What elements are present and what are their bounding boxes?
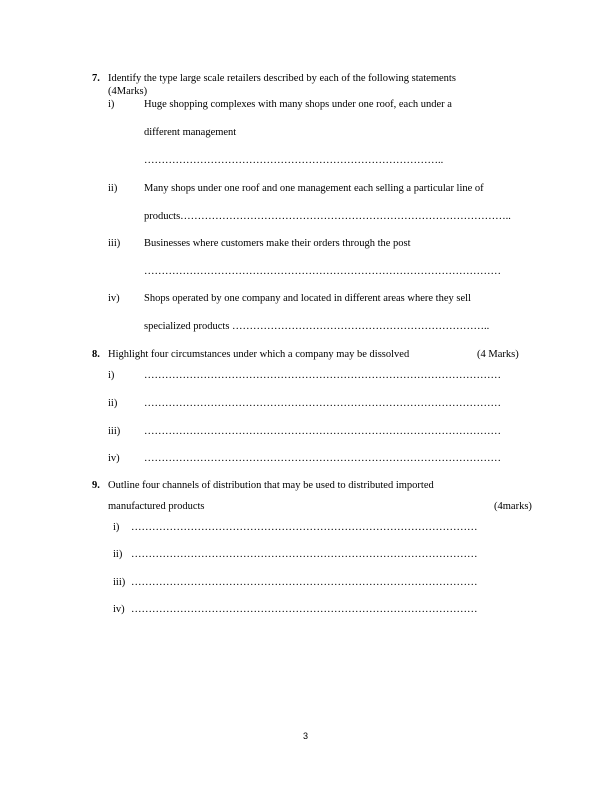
question-number: 7. — [92, 73, 100, 84]
item-label: iii) — [108, 238, 121, 249]
item-label: iv) — [113, 604, 125, 615]
item-label: iv) — [108, 453, 120, 464]
answer-line[interactable]: ……………………………………………………………………………………… — [131, 577, 478, 588]
item-label: iv) — [108, 293, 120, 304]
item-label: iii) — [108, 426, 121, 437]
item-label: i) — [108, 370, 115, 381]
item-text: different management — [144, 127, 237, 138]
answer-line[interactable]: ………………………………………………………………………….. — [144, 155, 444, 166]
question-text: Highlight four circumstances under which a company may be dissolved — [108, 349, 410, 360]
answer-line[interactable]: ……………………………………………………………………………………… — [131, 604, 478, 615]
item-text: Many shops under one roof and one management each selling a particular line of — [144, 183, 484, 194]
answer-line[interactable]: ………………………………………………………………………………………… — [144, 370, 501, 381]
question-text: manufactured products — [108, 501, 205, 512]
item-text-answer[interactable]: specialized products ……………………………………………………………….. — [144, 321, 490, 332]
answer-line[interactable]: ……………………………………………………………………………………… — [131, 522, 478, 533]
answer-line[interactable]: ……………………………………………………………………………………… — [131, 549, 478, 560]
item-text-answer[interactable]: products………………………………………………………………………………….. — [144, 211, 511, 222]
item-label: ii) — [108, 398, 118, 409]
item-label: ii) — [108, 183, 118, 194]
question-marks: (4Marks) — [108, 86, 148, 97]
question-text: Outline four channels of distribution that may be used to distributed imported — [108, 480, 434, 491]
item-text: Huge shopping complexes with many shops under one roof, each under a — [144, 99, 452, 110]
question-text: Identify the type large scale retailers described by each of the following statements — [108, 73, 456, 84]
item-text: Businesses where customers make their orders through the post — [144, 238, 411, 249]
item-text: Shops operated by one company and located in different areas where they sell — [144, 293, 471, 304]
answer-line[interactable]: ………………………………………………………………………………………… — [144, 453, 501, 464]
answer-line[interactable]: ………………………………………………………………………………………… — [144, 426, 501, 437]
item-label: ii) — [113, 549, 123, 560]
question-number: 8. — [92, 349, 100, 360]
question-number: 9. — [92, 480, 100, 491]
page-number: 3 — [303, 731, 309, 741]
question-marks: (4marks) — [494, 501, 532, 512]
item-label: i) — [108, 99, 115, 110]
answer-line[interactable]: ………………………………………………………………………………………… — [144, 398, 501, 409]
question-marks: (4 Marks) — [477, 349, 519, 360]
item-label: i) — [113, 522, 120, 533]
item-label: iii) — [113, 577, 126, 588]
answer-line[interactable]: ………………………………………………………………………………………… — [144, 266, 501, 277]
